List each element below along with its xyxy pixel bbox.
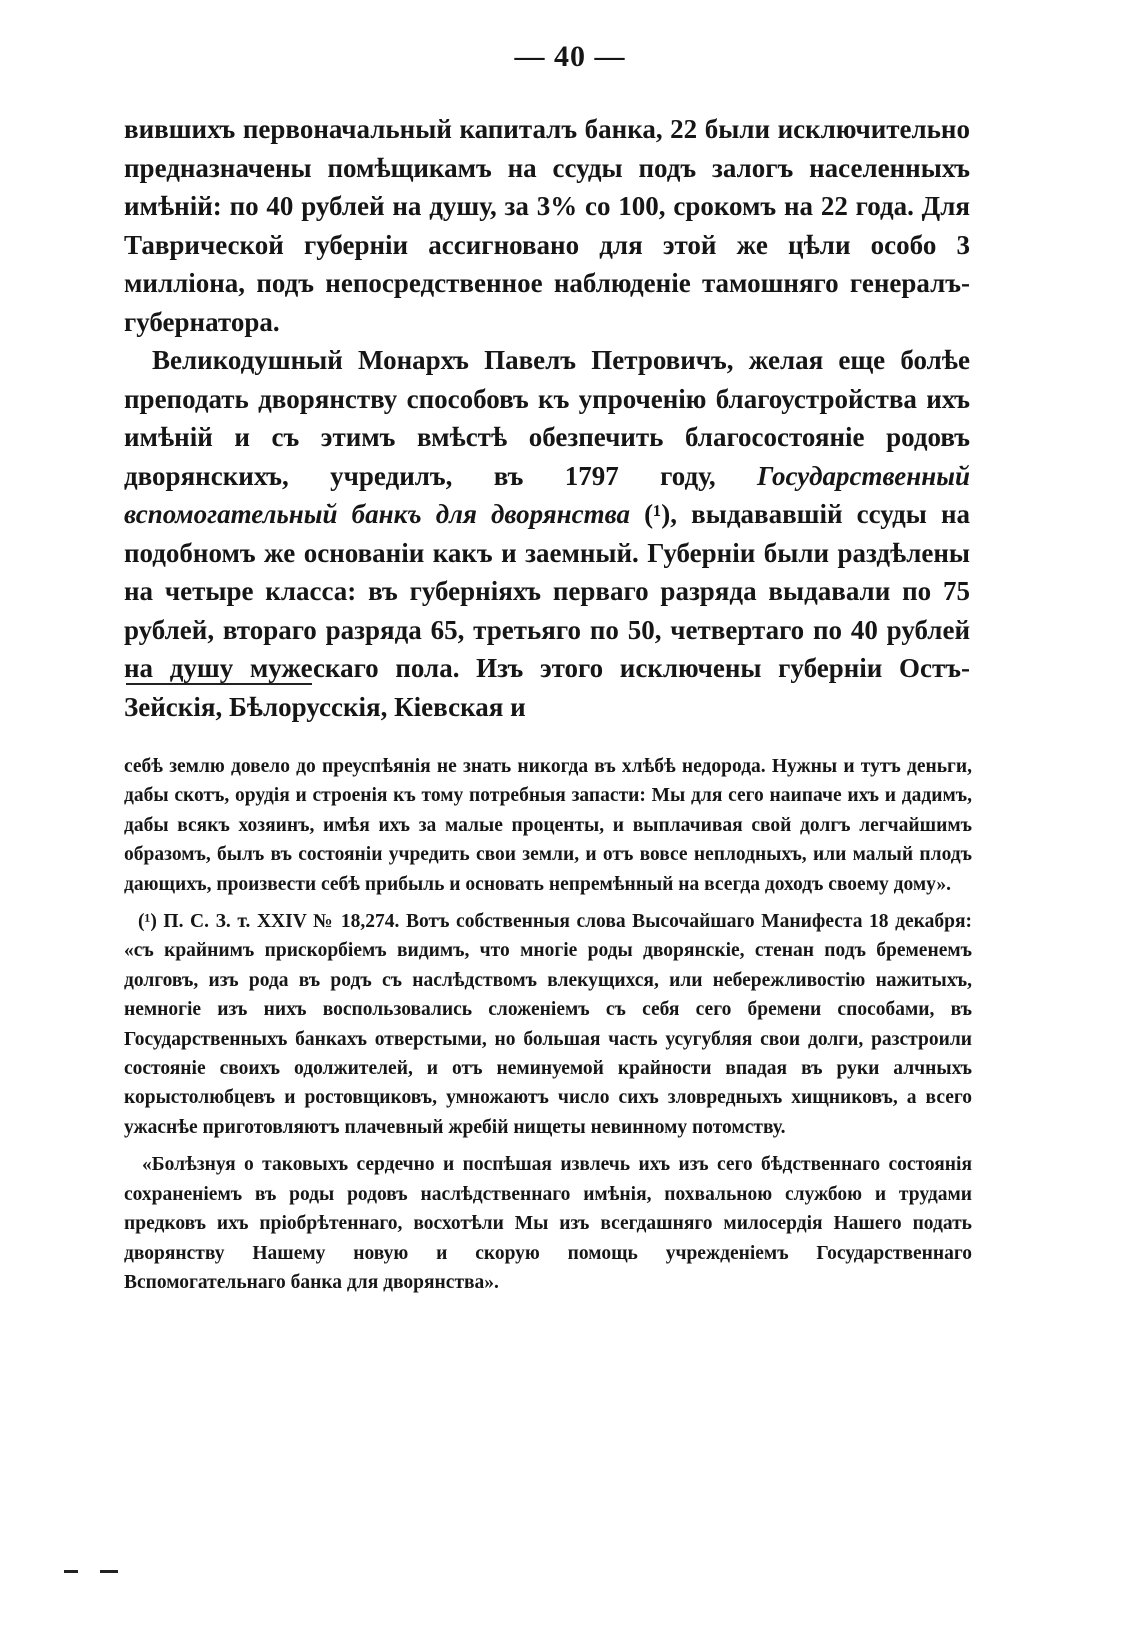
paragraph-2-text-end: выдававшій ссуды на подобномъ же основаніи какъ и заемный. Губерніи были раздѣлены на четыре класса: въ губерніяхъ перваго разряда выдавали по 75 рублей, втораго разряда 65, третьяго по 50, четвертаго по 40 рублей на душу мужескаго пола. Изъ этого исключены губерніи Остъ-Зейскія, Бѣлорусскія, Кіевская и <box>124 499 971 722</box>
paragraph-2 <box>124 341 970 726</box>
page-number: — 40 — <box>514 40 626 73</box>
footnote-1-quote: «Болѣзнуя о таковыхъ сердечно и поспѣшая извлечь ихъ изъ сего бѣдственнаго состоянія сохраненіемъ въ роды родовъ наслѣдственнаго имѣнія, похвальною службою и трудами предковъ ихъ пріобрѣтеннаго, восхотѣли Мы изъ всегдашняго милосердія Нашего подать дворянству Нашему новую и скорую помощь учрежденіемъ Государственнаго Вспомогательнаго банка для дворянства». <box>124 1154 972 1293</box>
bank-name-italic: Государственный вспомогательный банкъ для дворянства <box>124 460 970 529</box>
printer-mark <box>64 1568 120 1574</box>
footnote-marker: (¹), <box>630 499 692 529</box>
footnote-continuation: себѣ землю довело до преуспѣянія не знать никогда въ хлѣбѣ недорода. Нужны и тутъ деньги, дабы скотъ, орудія и строенія къ тому потребныя запасти: Мы для сего наипаче ихъ и дадимъ, дабы всякъ хозяинъ, имѣя ихъ за малые проценты, и выплачивая свой долгъ легчайшимъ образомъ, былъ въ состояніи учредить свои земли, и отъ вовсе неплодныхъ, или малый плодъ дающихъ, произвести себѣ прибыль и основать непремѣнный на всегда доходъ своему дому». <box>124 756 972 895</box>
footnote-1: (¹) П. С. З. т. XXIV № 18,274. Вотъ собственныя слова Высочайшаго Манифеста 18 декабря: «съ крайнимъ прискорбіемъ видимъ, что многіе роды дворянскіе, стенан подъ бременемъ долговъ, изъ рода въ родъ съ наслѣдствомъ влекущихся, или небережливостію нажитыхъ, немногіе изъ нихъ воспользовались сложеніемъ съ себя сего бремени способами, въ Государственныхъ банкахъ отверстыми, но большая часть усугубляя свои долги, разстроили состояніе своихъ одолжителей, и отъ неминуемой крайности впадая въ руки алчныхъ корыстолюбцевъ и ростовщиковъ, умножаютъ число сихъ зловредныхъ хищниковъ, а всего ужаснѣе приготовляютъ плачевный жребій нищеты невинному потомству. <box>124 911 972 1138</box>
paragraph-1: вившихъ первоначальный капиталъ банка, 22 были исключительно предназначены помѣщикамъ на ссуды подъ залогъ населенныхъ имѣній: по 40 рублей на душу, за 3% со 100, срокомъ на 22 года. Для Таврической губерніи ассигновано для этой же цѣли особо 3 милліона, подъ непосредственное наблюденіе тамошняго генералъ-губернатора. <box>124 114 970 337</box>
footnotes <box>124 752 972 1297</box>
footnote-separator <box>126 683 312 685</box>
main-text <box>124 110 970 726</box>
paragraph-2-text-start: Великодушный Монархъ Павелъ Петровичъ, желая еще болѣе преподать дворянству способовъ къ упроченію благоустройства ихъ имѣній и съ этимъ вмѣстѣ обезпечить благосостояніе родовъ дворянскихъ, учредилъ, въ 1797 году, <box>124 345 970 491</box>
